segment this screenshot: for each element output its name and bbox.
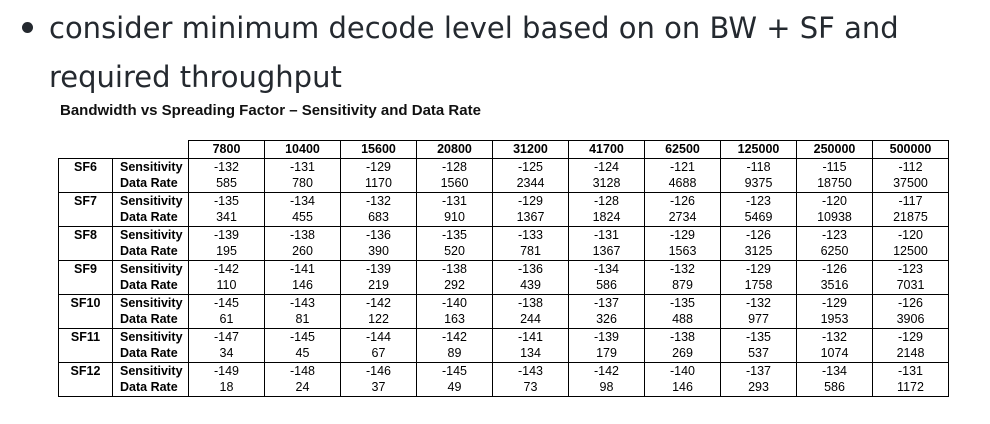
table-row	[59, 294, 949, 311]
sensitivity-cell: -135	[189, 192, 265, 209]
sensitivity-cell: -147	[189, 328, 265, 345]
sensitivity-cell: -129	[797, 294, 873, 311]
sensitivity-cell: -115	[797, 158, 873, 175]
data-rate-cell: 977	[721, 311, 797, 328]
table-row	[59, 379, 949, 396]
data-rate-cell: 3128	[569, 175, 645, 192]
sensitivity-label: Sensitivity	[113, 362, 189, 379]
data-rate-cell: 10938	[797, 209, 873, 226]
data-rate-cell: 73	[493, 379, 569, 396]
data-rate-cell: 3906	[873, 311, 949, 328]
data-rate-cell: 1563	[645, 243, 721, 260]
data-rate-cell: 586	[797, 379, 873, 396]
bandwidth-header: 500000	[873, 141, 949, 159]
table-row	[59, 192, 949, 209]
data-rate-cell: 586	[569, 277, 645, 294]
data-rate-cell: 67	[341, 345, 417, 362]
data-rate-cell: 195	[189, 243, 265, 260]
data-rate-cell: 37	[341, 379, 417, 396]
data-rate-cell: 122	[341, 311, 417, 328]
data-rate-cell: 24	[265, 379, 341, 396]
data-rate-cell: 45	[265, 345, 341, 362]
sensitivity-cell: -132	[341, 192, 417, 209]
bullet-line-2: required throughput	[49, 60, 342, 94]
sensitivity-cell: -118	[721, 158, 797, 175]
data-rate-cell: 781	[493, 243, 569, 260]
sensitivity-cell: -140	[417, 294, 493, 311]
data-rate-cell: 1074	[797, 345, 873, 362]
table-row	[59, 260, 949, 277]
data-rate-cell: 1367	[493, 209, 569, 226]
data-rate-cell: 455	[265, 209, 341, 226]
sensitivity-cell: -132	[797, 328, 873, 345]
bullet-text	[49, 4, 949, 102]
sensitivity-cell: -134	[797, 362, 873, 379]
sensitivity-cell: -132	[721, 294, 797, 311]
sensitivity-cell: -145	[189, 294, 265, 311]
data-rate-cell: 879	[645, 277, 721, 294]
data-rate-cell: 439	[493, 277, 569, 294]
data-rate-cell: 269	[645, 345, 721, 362]
sensitivity-cell: -133	[493, 226, 569, 243]
sensitivity-label: Sensitivity	[113, 328, 189, 345]
sensitivity-cell: -129	[645, 226, 721, 243]
data-rate-cell: 341	[189, 209, 265, 226]
sensitivity-cell: -149	[189, 362, 265, 379]
data-rate-cell: 18	[189, 379, 265, 396]
sensitivity-cell: -135	[721, 328, 797, 345]
sensitivity-cell: -126	[645, 192, 721, 209]
sensitivity-cell: -134	[265, 192, 341, 209]
bandwidth-header: 7800	[189, 141, 265, 159]
data-rate-cell: 146	[265, 277, 341, 294]
spreading-factor-label: SF12	[59, 362, 113, 396]
sensitivity-cell: -139	[189, 226, 265, 243]
data-rate-cell: 520	[417, 243, 493, 260]
data-rate-cell: 34	[189, 345, 265, 362]
sensitivity-cell: -136	[493, 260, 569, 277]
bullet-line-1: consider minimum decode level based on on BW + SF and	[49, 11, 899, 45]
data-rate-cell: 585	[189, 175, 265, 192]
data-rate-cell: 780	[265, 175, 341, 192]
sensitivity-cell: -123	[797, 226, 873, 243]
sensitivity-cell: -138	[645, 328, 721, 345]
sensitivity-cell: -112	[873, 158, 949, 175]
data-rate-cell: 260	[265, 243, 341, 260]
bandwidth-header-row	[59, 141, 949, 159]
table-row	[59, 175, 949, 192]
sensitivity-cell: -129	[873, 328, 949, 345]
data-rate-cell: 390	[341, 243, 417, 260]
sensitivity-cell: -136	[341, 226, 417, 243]
table-row	[59, 158, 949, 175]
data-rate-cell: 1824	[569, 209, 645, 226]
sensitivity-cell: -117	[873, 192, 949, 209]
sensitivity-cell: -120	[873, 226, 949, 243]
sensitivity-cell: -129	[341, 158, 417, 175]
figure-title: Bandwidth vs Spreading Factor – Sensitivity and Data Rate	[60, 102, 481, 119]
sensitivity-cell: -120	[797, 192, 873, 209]
header-blank-cell	[59, 141, 113, 159]
data-rate-cell: 910	[417, 209, 493, 226]
table-row	[59, 362, 949, 379]
sensitivity-cell: -138	[417, 260, 493, 277]
data-rate-cell: 37500	[873, 175, 949, 192]
table-row	[59, 243, 949, 260]
table-row	[59, 311, 949, 328]
bandwidth-header: 15600	[341, 141, 417, 159]
bandwidth-header: 31200	[493, 141, 569, 159]
spreading-factor-label: SF10	[59, 294, 113, 328]
data-rate-cell: 110	[189, 277, 265, 294]
sensitivity-cell: -143	[493, 362, 569, 379]
sensitivity-cell: -145	[265, 328, 341, 345]
data-rate-cell: 1758	[721, 277, 797, 294]
data-rate-cell: 244	[493, 311, 569, 328]
data-rate-cell: 326	[569, 311, 645, 328]
data-rate-cell: 18750	[797, 175, 873, 192]
sensitivity-cell: -126	[721, 226, 797, 243]
sensitivity-cell: -148	[265, 362, 341, 379]
bandwidth-header: 250000	[797, 141, 873, 159]
sensitivity-cell: -129	[493, 192, 569, 209]
sensitivity-label: Sensitivity	[113, 260, 189, 277]
data-rate-label: Data Rate	[113, 311, 189, 328]
table-row	[59, 277, 949, 294]
data-rate-cell: 1367	[569, 243, 645, 260]
sensitivity-cell: -140	[645, 362, 721, 379]
data-rate-label: Data Rate	[113, 277, 189, 294]
table-row	[59, 328, 949, 345]
sensitivity-cell: -123	[873, 260, 949, 277]
sensitivity-cell: -135	[645, 294, 721, 311]
sensitivity-cell: -123	[721, 192, 797, 209]
sensitivity-cell: -124	[569, 158, 645, 175]
sensitivity-cell: -142	[417, 328, 493, 345]
sensitivity-cell: -131	[265, 158, 341, 175]
data-rate-cell: 488	[645, 311, 721, 328]
bandwidth-header: 41700	[569, 141, 645, 159]
sensitivity-label: Sensitivity	[113, 294, 189, 311]
sensitivity-cell: -137	[569, 294, 645, 311]
data-rate-label: Data Rate	[113, 209, 189, 226]
data-rate-cell: 1953	[797, 311, 873, 328]
sensitivity-cell: -131	[873, 362, 949, 379]
data-rate-cell: 49	[417, 379, 493, 396]
data-rate-cell: 12500	[873, 243, 949, 260]
data-rate-cell: 9375	[721, 175, 797, 192]
sensitivity-cell: -141	[265, 260, 341, 277]
data-rate-cell: 219	[341, 277, 417, 294]
data-rate-cell: 2734	[645, 209, 721, 226]
data-rate-cell: 89	[417, 345, 493, 362]
data-rate-cell: 3516	[797, 277, 873, 294]
sensitivity-cell: -121	[645, 158, 721, 175]
header-blank-cell	[113, 141, 189, 159]
sensitivity-cell: -137	[721, 362, 797, 379]
bandwidth-header: 125000	[721, 141, 797, 159]
data-rate-cell: 4688	[645, 175, 721, 192]
data-rate-cell: 1170	[341, 175, 417, 192]
sensitivity-cell: -142	[189, 260, 265, 277]
sensitivity-cell: -129	[721, 260, 797, 277]
spreading-factor-label: SF9	[59, 260, 113, 294]
data-rate-label: Data Rate	[113, 345, 189, 362]
sensitivity-cell: -145	[417, 362, 493, 379]
sensitivity-data-rate-table	[58, 140, 949, 397]
data-rate-cell: 81	[265, 311, 341, 328]
data-rate-cell: 3125	[721, 243, 797, 260]
data-rate-cell: 537	[721, 345, 797, 362]
data-rate-cell: 2344	[493, 175, 569, 192]
sensitivity-cell: -126	[797, 260, 873, 277]
sensitivity-cell: -139	[569, 328, 645, 345]
data-rate-label: Data Rate	[113, 175, 189, 192]
data-rate-label: Data Rate	[113, 379, 189, 396]
data-rate-cell: 1560	[417, 175, 493, 192]
sensitivity-cell: -131	[569, 226, 645, 243]
spreading-factor-label: SF6	[59, 158, 113, 192]
data-rate-cell: 6250	[797, 243, 873, 260]
sensitivity-cell: -125	[493, 158, 569, 175]
data-rate-cell: 61	[189, 311, 265, 328]
sensitivity-cell: -142	[569, 362, 645, 379]
table-row	[59, 209, 949, 226]
sensitivity-cell: -128	[569, 192, 645, 209]
sensitivity-label: Sensitivity	[113, 158, 189, 175]
bandwidth-header: 62500	[645, 141, 721, 159]
spreading-factor-label: SF8	[59, 226, 113, 260]
data-rate-cell: 2148	[873, 345, 949, 362]
bullet-dot-icon	[22, 22, 33, 33]
sensitivity-cell: -126	[873, 294, 949, 311]
data-rate-cell: 7031	[873, 277, 949, 294]
data-rate-label: Data Rate	[113, 243, 189, 260]
data-rate-cell: 146	[645, 379, 721, 396]
sensitivity-cell: -144	[341, 328, 417, 345]
data-rate-cell: 5469	[721, 209, 797, 226]
sensitivity-cell: -142	[341, 294, 417, 311]
data-rate-cell: 683	[341, 209, 417, 226]
sensitivity-cell: -138	[265, 226, 341, 243]
bandwidth-header: 10400	[265, 141, 341, 159]
sensitivity-label: Sensitivity	[113, 192, 189, 209]
sensitivity-label: Sensitivity	[113, 226, 189, 243]
sensitivity-cell: -134	[569, 260, 645, 277]
sensitivity-cell: -132	[189, 158, 265, 175]
data-rate-cell: 293	[721, 379, 797, 396]
sensitivity-cell: -131	[417, 192, 493, 209]
spreading-factor-label: SF11	[59, 328, 113, 362]
sensitivity-cell: -141	[493, 328, 569, 345]
table-row	[59, 226, 949, 243]
data-rate-cell: 98	[569, 379, 645, 396]
data-rate-cell: 134	[493, 345, 569, 362]
data-rate-cell: 1172	[873, 379, 949, 396]
bandwidth-header: 20800	[417, 141, 493, 159]
spreading-factor-label: SF7	[59, 192, 113, 226]
sensitivity-cell: -132	[645, 260, 721, 277]
sensitivity-cell: -139	[341, 260, 417, 277]
sensitivity-cell: -135	[417, 226, 493, 243]
sensitivity-cell: -146	[341, 362, 417, 379]
sensitivity-cell: -138	[493, 294, 569, 311]
sensitivity-cell: -128	[417, 158, 493, 175]
sensitivity-cell: -143	[265, 294, 341, 311]
data-rate-cell: 292	[417, 277, 493, 294]
table-row	[59, 345, 949, 362]
data-rate-cell: 21875	[873, 209, 949, 226]
data-rate-cell: 163	[417, 311, 493, 328]
data-rate-cell: 179	[569, 345, 645, 362]
